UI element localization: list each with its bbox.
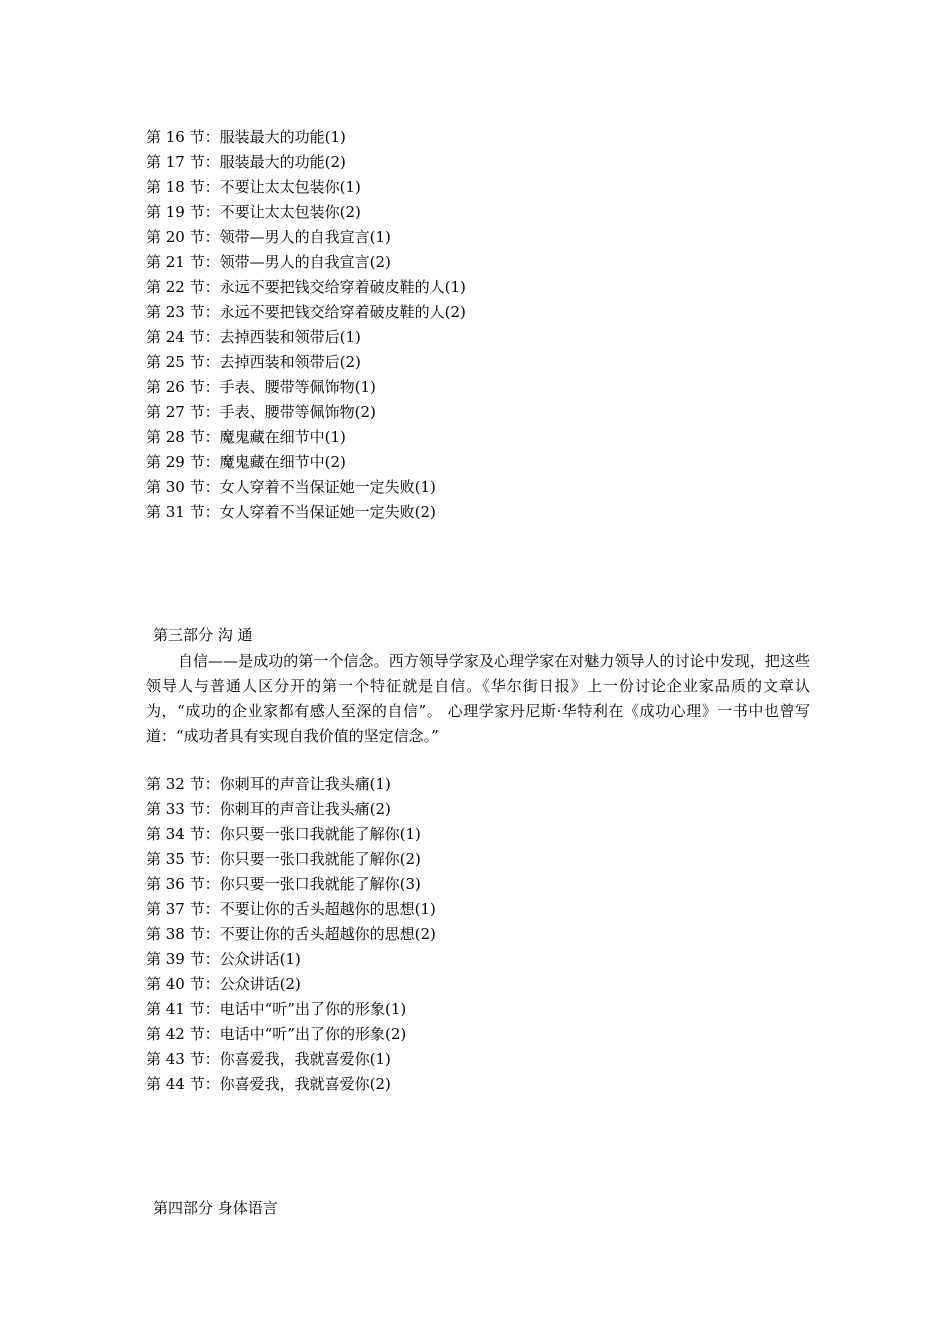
section-item: 第 35 节：你只要一张口我就能了解你(2)	[146, 850, 421, 868]
section-item: 第 26 节：手表、腰带等佩饰物(1)	[146, 378, 376, 396]
section-item: 第 41 节：电话中“听”出了你的形象(1)	[146, 1000, 407, 1018]
section-list-part3	[146, 772, 436, 1097]
section-item: 第 28 节：魔鬼藏在细节中(1)	[146, 428, 346, 446]
section-item: 第 21 节：领带—男人的自我宣言(2)	[146, 253, 391, 271]
section-item: 第 33 节：你刺耳的声音让我头痛(2)	[146, 800, 391, 818]
section-item: 第 18 节：不要让太太包装你(1)	[146, 178, 361, 196]
section-item: 第 23 节：永远不要把钱交给穿着破皮鞋的人(2)	[146, 303, 466, 321]
section-list-part2	[146, 125, 466, 525]
section-item: 第 22 节：永远不要把钱交给穿着破皮鞋的人(1)	[146, 278, 466, 296]
section-item: 第 39 节：公众讲话(1)	[146, 950, 301, 968]
section-item: 第 37 节：不要让你的舌头超越你的思想(1)	[146, 900, 436, 918]
section-item: 第 30 节：女人穿着不当保证她一定失败(1)	[146, 478, 436, 496]
section-item: 第 27 节：手表、腰带等佩饰物(2)	[146, 403, 376, 421]
section-item: 第 40 节：公众讲话(2)	[146, 975, 301, 993]
section-item: 第 32 节：你刺耳的声音让我头痛(1)	[146, 775, 391, 793]
section-item: 第 17 节：服装最大的功能(2)	[146, 153, 346, 171]
section-item: 第 25 节：去掉西装和领带后(2)	[146, 353, 361, 371]
section-item: 第 36 节：你只要一张口我就能了解你(3)	[146, 875, 421, 893]
part3-intro-paragraph: 自信——是成功的第一个信念。西方领导学家及心理学家在对魅力领导人的讨论中发现，把这些领导人与普通人区分开的第一个特征就是自信。《华尔街日报》上一份讨论企业家品质的文章认为，“成功的企业家都有感人至深的自信”。 心理学家丹尼斯·华特利在《成功心理》一书中也曾写道：“成功者具有实现自我价值的坚定信念。”	[146, 652, 810, 745]
section-item: 第 34 节：你只要一张口我就能了解你(1)	[146, 825, 421, 843]
section-item: 第 31 节：女人穿着不当保证她一定失败(2)	[146, 503, 436, 521]
section-item: 第 29 节：魔鬼藏在细节中(2)	[146, 453, 346, 471]
part3-heading: 第三部分 沟 通	[153, 626, 253, 644]
section-item: 第 38 节：不要让你的舌头超越你的思想(2)	[146, 925, 436, 943]
section-item: 第 43 节：你喜爱我，我就喜爱你(1)	[146, 1050, 391, 1068]
section-item: 第 24 节：去掉西装和领带后(1)	[146, 328, 361, 346]
section-item: 第 44 节：你喜爱我，我就喜爱你(2)	[146, 1075, 391, 1093]
section-item: 第 19 节：不要让太太包装你(2)	[146, 203, 361, 221]
section-item: 第 42 节：电话中“听”出了你的形象(2)	[146, 1025, 407, 1043]
part4-heading: 第四部分 身体语言	[153, 1199, 278, 1217]
section-item: 第 16 节：服装最大的功能(1)	[146, 128, 346, 146]
section-item: 第 20 节：领带—男人的自我宣言(1)	[146, 228, 391, 246]
